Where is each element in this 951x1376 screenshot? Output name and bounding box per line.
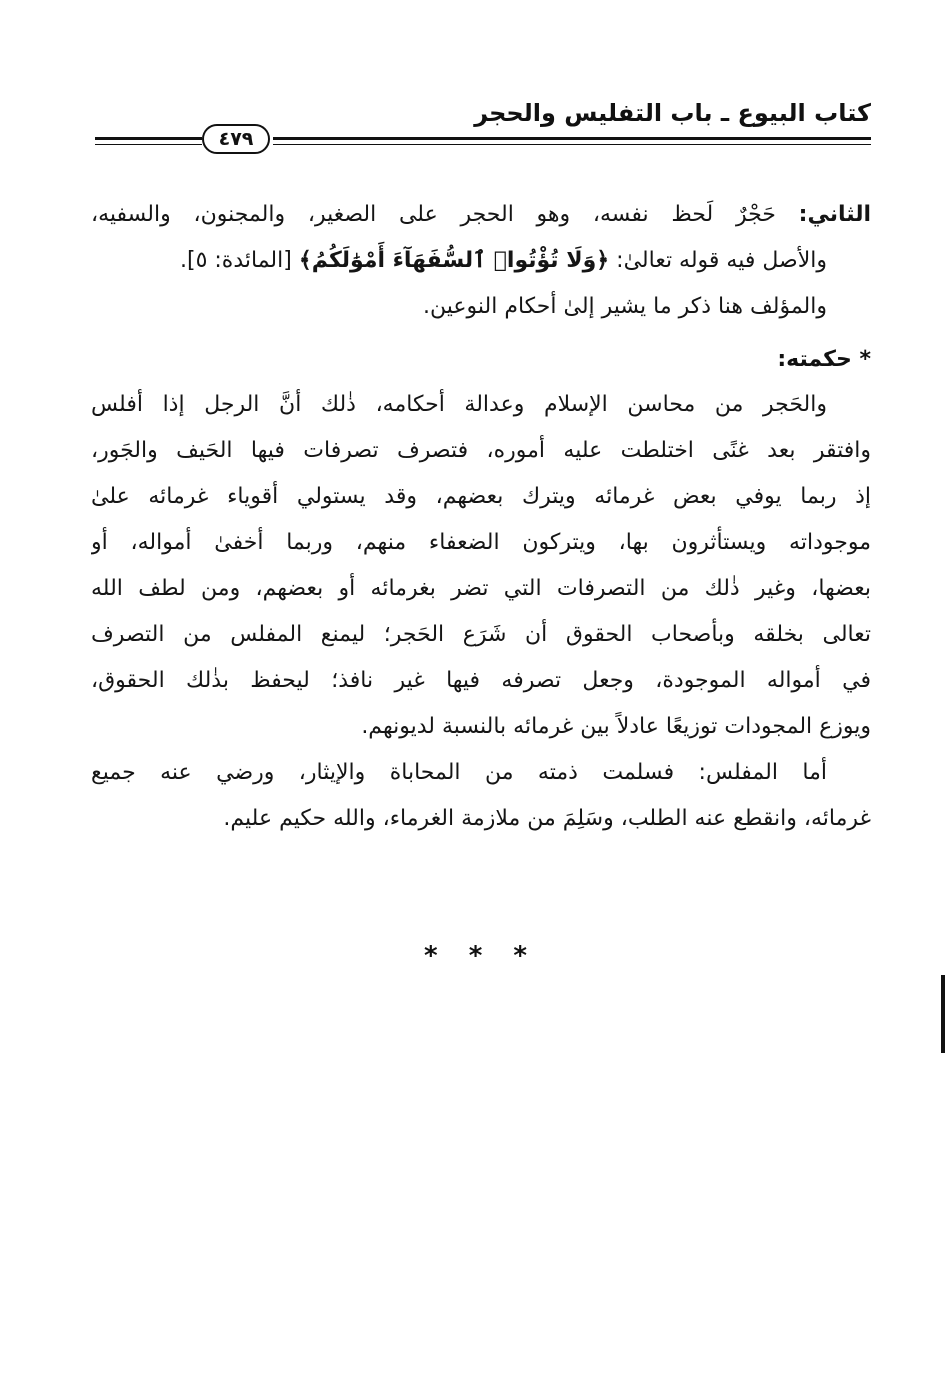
text-line: والمؤلف هنا ذكر ما يشير إلىٰ أحكام النوعين. — [423, 294, 827, 319]
text-line: موجوداته ويستأثرون بها، ويتركون الضعفاء منهم، وربما أخفىٰ أمواله، أو — [91, 530, 871, 555]
text-span: حَجْرٌ لَحظ نفسه، وهو الحجر على الصغير، والمجنون، والسفيه، — [91, 202, 776, 227]
running-head: كتاب البيوع ـ باب التفليس والحجر — [474, 99, 871, 127]
text-line: أما المفلس: فسلمت ذمته من المحاباة والإيثار، ورضي عنه جميع — [91, 760, 827, 785]
section-heading: * حكمته: — [777, 347, 871, 372]
text-span: والأصل فيه قوله تعالىٰ: — [616, 248, 827, 273]
page-number: ٤٧٩ — [202, 124, 270, 154]
intro-paragraph — [91, 192, 871, 330]
section-separator: * * * — [424, 941, 527, 971]
text-line: إذ ربما يوفي بعض غرمائه ويترك بعضهم، وقد يستولي أقوياء غرمائه علىٰ — [91, 484, 871, 509]
header-rule-left-thin — [95, 144, 202, 145]
text-line: ويوزع المجودات توزيعًا عادلاً بين غرمائه بالنسبة لديونهم. — [361, 714, 871, 739]
text-line: وافتقر بعد غنًى اختلطت عليه أموره، فتصرف تصرفات فيها الحَيف والجَور، — [91, 438, 871, 463]
text-line: تعالى بخلقه وبأصحاب الحقوق أن شَرَع الحَجر؛ ليمنع المفلس من التصرف — [91, 622, 871, 647]
header-rule-thick — [273, 137, 871, 140]
scan-edge-mark — [941, 975, 945, 1053]
verse-reference: [المائدة: ٥]. — [179, 248, 292, 273]
text-line — [91, 192, 871, 238]
text-line: في أمواله الموجودة، وجعل تصرفه فيها غير نافذ؛ ليحفظ بذٰلك الحقوق، — [91, 668, 871, 693]
main-paragraphs — [91, 382, 871, 842]
text-line — [91, 238, 871, 284]
quran-verse: ﴿وَلَا تُؤْتُوا۟ ٱلسُّفَهَآءَ أَمْوَٰلَكُمُ﴾ — [298, 248, 610, 273]
text-line: غرمائه، وانقطع عنه الطلب، وسَلِمَ من ملازمة الغرماء، والله حكيم عليم. — [223, 806, 871, 831]
text-line: والحَجر من محاسن الإسلام وعدالة أحكامه، ذٰلك أنَّ الرجل إذا أفلس — [91, 392, 827, 417]
paragraph-label: الثاني: — [798, 202, 871, 227]
text-line: بعضها، وغير ذٰلك من التصرفات التي تضر بغرمائه أو بعضهم، ومن لطف الله — [91, 576, 871, 601]
header-rule-left-thick — [95, 137, 202, 140]
header-rule-thin — [273, 144, 871, 145]
